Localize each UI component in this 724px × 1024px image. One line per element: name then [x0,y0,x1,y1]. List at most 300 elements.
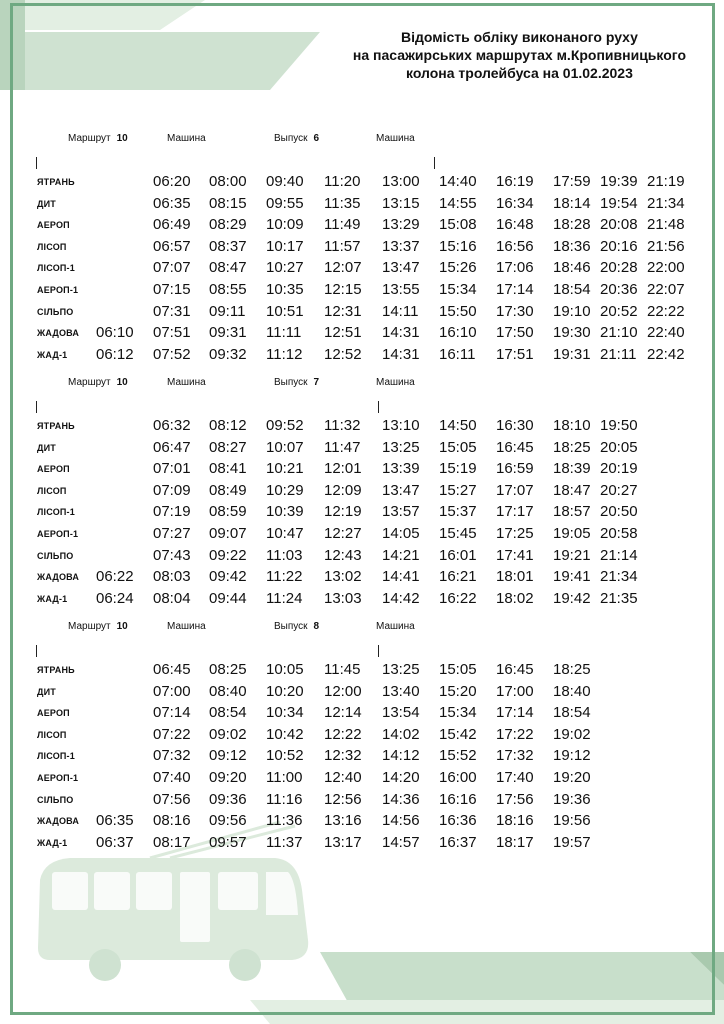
time-cell: 22:42 [647,345,685,363]
time-cell: 08:16 [153,812,191,830]
time-cell: 14:12 [382,747,420,765]
time-cell: 20:58 [600,525,638,542]
release-number-label: Выпуск [274,133,308,144]
time-cell: 10:27 [266,259,304,277]
time-cell: 16:00 [439,769,477,786]
time-cell: 14:40 [439,173,477,190]
time-cell: 13:47 [382,259,420,277]
time-cell: 10:17 [266,237,304,255]
time-cell: 18:54 [553,704,591,722]
time-cell: 13:25 [382,661,420,678]
time-cell: 12:52 [324,345,362,363]
table-row [0,702,724,724]
time-cell: 08:49 [209,481,247,499]
time-cell: 10:29 [266,481,304,499]
time-cell: 15:16 [439,237,477,255]
time-cell: 21:35 [600,589,638,607]
time-cell: 12:09 [324,481,362,499]
time-cell: 14:31 [382,324,420,342]
time-cell: 07:01 [153,460,191,478]
time-cell: 19:05 [553,525,591,542]
time-cell: 09:07 [209,525,247,542]
time-cell: 16:59 [496,460,534,478]
route-number-value: 10 [116,377,128,388]
machine-label-label: Машина [167,377,206,388]
time-cell: 14:05 [382,525,420,542]
time-cell: 07:56 [153,790,191,808]
table-row [0,789,724,811]
time-cell: 17:07 [496,481,534,499]
time-cell: 06:37 [96,833,134,851]
time-cell: 09:55 [266,194,304,212]
time-cell: 06:47 [153,438,191,456]
time-cell: 11:45 [324,661,361,678]
time-cell: 10:05 [266,661,304,678]
time-cell: 16:30 [496,417,534,434]
stop-name: ЯТРАНЬ [37,665,75,675]
time-cell: 11:49 [324,216,361,234]
time-cell: 15:34 [439,281,477,298]
machine-label-2 [376,621,415,632]
release-number-label: Выпуск [274,377,308,388]
time-cell: 19:42 [553,589,591,607]
time-cell: 11:00 [266,769,303,786]
stop-name: ЛІСОП-1 [37,751,75,762]
release-number [274,377,319,388]
time-cell: 08:29 [209,216,247,234]
time-cell: 15:34 [439,704,477,722]
time-cell: 15:52 [439,747,477,765]
time-cell: 22:40 [647,324,685,342]
time-cell: 09:22 [209,546,247,564]
table-row [0,545,724,567]
stop-name: ЖАД-1 [37,593,68,604]
marker-tick [378,645,379,657]
time-cell: 13:25 [382,438,420,456]
time-cell: 13:15 [382,194,420,212]
time-cell: 21:14 [600,546,638,564]
release-number [274,621,319,632]
time-cell: 07:27 [153,525,191,542]
time-cell: 12:51 [324,324,362,342]
stop-name: СІЛЬПО [37,550,74,561]
time-cell: 19:56 [553,812,591,830]
time-cell: 09:56 [209,812,247,830]
time-cell: 07:40 [153,769,191,786]
time-cell: 20:27 [600,481,638,499]
time-cell: 13:02 [324,568,362,586]
stop-name: ЛІСОП [37,729,67,740]
release-number-value: 7 [313,377,320,388]
time-cell: 07:15 [153,281,191,298]
table-row [0,566,724,588]
time-cell: 08:55 [209,281,247,298]
time-cell: 10:52 [266,747,304,765]
time-cell: 21:56 [647,237,685,255]
time-cell: 12:07 [324,259,362,277]
time-cell: 10:51 [266,302,304,320]
time-cell: 21:11 [600,345,637,363]
time-cell: 22:22 [647,302,685,320]
time-cell: 11:24 [266,589,303,607]
table-row [0,659,724,681]
time-cell: 09:32 [209,345,247,363]
time-cell: 06:35 [96,812,134,830]
time-cell: 13:16 [324,812,362,830]
time-cell: 12:14 [324,704,362,722]
time-cell: 09:12 [209,747,247,765]
time-cell: 07:52 [153,345,191,363]
time-cell: 14:41 [382,568,420,586]
table-row [0,171,724,193]
time-cell: 10:39 [266,503,304,521]
time-cell: 14:56 [382,812,420,830]
time-cell: 08:03 [153,568,191,586]
time-cell: 14:42 [382,589,420,607]
time-cell: 15:42 [439,725,477,743]
time-cell: 11:32 [324,417,361,434]
route-number-label: Маршрут [68,133,111,144]
stop-name: ЖАД-1 [37,837,68,848]
time-cell: 09:42 [209,568,247,586]
machine-label-label: Машина [167,621,206,632]
time-cell: 16:34 [496,194,534,212]
time-cell: 18:17 [496,833,534,851]
time-cell: 09:02 [209,725,247,743]
time-cell: 07:00 [153,682,191,700]
table-row [0,724,724,746]
time-cell: 17:40 [496,769,534,786]
stop-name: ЖАДОВА [37,572,80,583]
route-number [68,621,128,632]
table-row [0,214,724,236]
time-cell: 19:21 [553,546,591,564]
time-cell: 08:41 [209,460,247,478]
time-cell: 18:54 [553,281,591,298]
time-cell: 22:00 [647,259,685,277]
time-cell: 19:02 [553,725,591,743]
time-cell: 18:46 [553,259,591,277]
table-row [0,437,724,459]
table-row [0,767,724,789]
table-row [0,301,724,323]
time-cell: 09:31 [209,324,247,342]
time-cell: 21:48 [647,216,685,234]
time-cell: 20:28 [600,259,638,277]
time-cell: 14:02 [382,725,420,743]
time-cell: 20:19 [600,460,638,478]
time-cell: 18:36 [553,237,591,255]
table-row [0,523,724,545]
time-cell: 16:37 [439,833,477,851]
machine-label-2 [376,377,415,388]
time-cell: 17:14 [496,281,534,298]
time-cell: 13:54 [382,704,420,722]
table-row [0,322,724,344]
time-cell: 18:39 [553,460,591,478]
time-cell: 09:44 [209,589,247,607]
time-cell: 17:56 [496,790,534,808]
stop-name: АЕРОП [37,708,70,719]
time-cell: 13:10 [382,417,420,434]
time-cell: 11:20 [324,173,361,190]
time-cell: 10:34 [266,704,304,722]
time-cell: 12:00 [324,682,362,700]
time-cell: 12:56 [324,790,362,808]
time-cell: 09:11 [209,302,246,320]
header-subtitle: на пасажирських маршрутах м.Кропивницького [352,47,686,63]
time-cell: 16:45 [496,438,534,456]
time-cell: 09:20 [209,769,247,786]
time-cell: 18:57 [553,503,591,521]
stop-name: ДИТ [37,686,56,697]
time-cell: 08:25 [209,661,247,678]
time-cell: 15:50 [439,302,477,320]
time-cell: 17:32 [496,747,534,765]
release-number-value: 8 [313,621,320,632]
time-cell: 07:31 [153,302,191,320]
table-row [0,236,724,258]
time-cell: 12:40 [324,769,362,786]
time-cell: 18:02 [496,589,534,607]
marker-tick [36,401,37,413]
time-cell: 12:32 [324,747,362,765]
header-date-line: колона тролейбуса на 01.02.2023 [406,65,633,81]
table-row [0,745,724,767]
time-cell: 10:09 [266,216,304,234]
time-cell: 16:21 [439,568,477,586]
time-cell: 18:28 [553,216,591,234]
stop-name: ДИТ [37,442,56,453]
table-row [0,458,724,480]
time-cell: 19:10 [553,302,591,320]
time-cell: 16:11 [439,345,476,363]
time-cell: 11:03 [266,546,303,564]
time-cell: 15:19 [439,460,477,478]
time-cell: 08:17 [153,833,191,851]
marker-tick [36,645,37,657]
time-cell: 17:22 [496,725,534,743]
time-cell: 12:43 [324,546,362,564]
time-cell: 11:47 [324,438,361,456]
time-cell: 21:19 [647,173,685,190]
stop-name: АЕРОП [37,464,70,475]
time-cell: 16:48 [496,216,534,234]
time-cell: 06:35 [153,194,191,212]
machine-label [167,133,206,144]
time-cell: 19:12 [553,747,591,765]
table-row [0,344,724,366]
route-number-value: 10 [116,621,128,632]
table-row [0,415,724,437]
time-cell: 07:07 [153,259,191,277]
time-cell: 18:14 [553,194,591,212]
time-cell: 07:22 [153,725,191,743]
release-number [274,133,319,144]
time-cell: 19:50 [600,417,638,434]
time-cell: 19:54 [600,194,638,212]
time-cell: 13:40 [382,682,420,700]
time-cell: 16:16 [439,790,477,808]
stop-name: СІЛЬПО [37,794,74,805]
time-cell: 07:09 [153,481,191,499]
time-cell: 06:32 [153,417,191,434]
time-cell: 06:45 [153,661,191,678]
time-cell: 11:22 [266,568,303,586]
time-cell: 06:10 [96,324,134,342]
time-cell: 13:00 [382,173,420,190]
route-number [68,133,128,144]
time-cell: 21:34 [600,568,638,586]
time-cell: 17:00 [496,682,534,700]
time-cell: 14:31 [382,345,420,363]
time-cell: 20:50 [600,503,638,521]
time-cell: 20:36 [600,281,638,298]
time-cell: 06:57 [153,237,191,255]
time-cell: 12:15 [324,281,362,298]
time-cell: 13:39 [382,460,420,478]
time-cell: 18:10 [553,417,591,434]
stop-name: СІЛЬПО [37,306,74,317]
time-cell: 17:41 [496,546,534,564]
time-cell: 10:35 [266,281,304,298]
marker-tick [434,157,435,169]
time-cell: 18:25 [553,661,591,678]
time-cell: 15:20 [439,682,477,700]
time-cell: 17:50 [496,324,534,342]
time-cell: 08:00 [209,173,247,190]
time-cell: 19:36 [553,790,591,808]
stop-name: ЯТРАНЬ [37,421,75,431]
time-cell: 09:52 [266,417,304,434]
time-cell: 19:30 [553,324,591,342]
time-cell: 16:10 [439,324,477,342]
release-number-value: 6 [313,133,320,144]
table-row [0,810,724,832]
time-cell: 16:45 [496,661,534,678]
time-cell: 11:35 [324,194,361,212]
machine-label-label: Машина [167,133,206,144]
time-cell: 17:06 [496,259,534,277]
marker-tick [378,401,379,413]
time-cell: 19:41 [553,568,591,586]
time-cell: 19:57 [553,833,591,851]
time-cell: 21:10 [600,324,638,342]
time-cell: 13:03 [324,589,362,607]
machine-label [167,621,206,632]
time-cell: 08:59 [209,503,247,521]
time-cell: 12:22 [324,725,362,743]
time-cell: 12:27 [324,525,362,542]
stop-name: ЛІСОП [37,485,67,496]
time-cell: 14:55 [439,194,477,212]
time-cell: 10:21 [266,460,304,478]
time-cell: 13:37 [382,237,420,255]
time-cell: 08:37 [209,237,247,255]
time-cell: 14:11 [382,302,419,320]
marker-tick [36,157,37,169]
time-cell: 18:25 [553,438,591,456]
time-cell: 19:39 [600,173,638,190]
time-cell: 15:27 [439,481,477,499]
time-cell: 17:51 [496,345,534,363]
time-cell: 15:45 [439,525,477,542]
time-cell: 12:31 [324,302,362,320]
time-cell: 14:57 [382,833,420,851]
time-cell: 16:36 [439,812,477,830]
time-cell: 11:57 [324,237,361,255]
time-cell: 08:04 [153,589,191,607]
time-cell: 18:16 [496,812,534,830]
time-cell: 12:19 [324,503,362,521]
header-title: Відомість обліку виконаного руху [400,29,638,45]
stop-name: АЕРОП-1 [37,529,79,539]
time-cell: 06:20 [153,173,191,190]
time-cell: 20:08 [600,216,638,234]
time-cell: 17:59 [553,173,591,190]
time-cell: 18:40 [553,682,591,700]
stop-name: ДИТ [37,198,56,209]
time-cell: 17:17 [496,503,534,521]
time-cell: 15:05 [439,438,477,456]
time-cell: 16:19 [496,173,534,190]
document-header [353,28,686,82]
time-cell: 11:12 [266,345,303,363]
stop-name: ЖАДОВА [37,328,80,339]
machine-label-2 [376,133,415,144]
time-cell: 08:27 [209,438,247,456]
stop-name: ЛІСОП-1 [37,263,75,274]
time-cell: 07:19 [153,503,191,521]
table-row [0,257,724,279]
machine-label-2-label: Машина [376,377,415,388]
time-cell: 22:07 [647,281,685,298]
time-cell: 09:36 [209,790,247,808]
stop-name: ЯТРАНЬ [37,177,75,187]
machine-label [167,377,206,388]
route-number-value: 10 [116,133,128,144]
time-cell: 08:12 [209,417,247,434]
time-cell: 18:01 [496,568,534,586]
release-number-label: Выпуск [274,621,308,632]
time-cell: 07:51 [153,324,191,342]
time-cell: 14:20 [382,769,420,786]
time-cell: 16:01 [439,546,477,564]
time-cell: 17:25 [496,525,534,542]
machine-label-2-label: Машина [376,133,415,144]
time-cell: 14:50 [439,417,477,434]
stop-name: АЕРОП-1 [37,285,79,295]
time-cell: 20:52 [600,302,638,320]
time-cell: 17:14 [496,704,534,722]
time-cell: 15:26 [439,259,477,277]
time-cell: 13:57 [382,503,420,521]
route-number-label: Маршрут [68,621,111,632]
time-cell: 21:34 [647,194,685,212]
table-row [0,279,724,301]
time-cell: 15:05 [439,661,477,678]
time-cell: 07:32 [153,747,191,765]
time-cell: 06:24 [96,589,134,607]
table-row [0,501,724,523]
time-cell: 06:49 [153,216,191,234]
time-cell: 14:21 [382,546,420,564]
time-cell: 06:12 [96,345,134,363]
time-cell: 10:07 [266,438,304,456]
time-cell: 16:22 [439,589,477,607]
stop-name: АЕРОП-1 [37,773,79,783]
table-row [0,681,724,703]
